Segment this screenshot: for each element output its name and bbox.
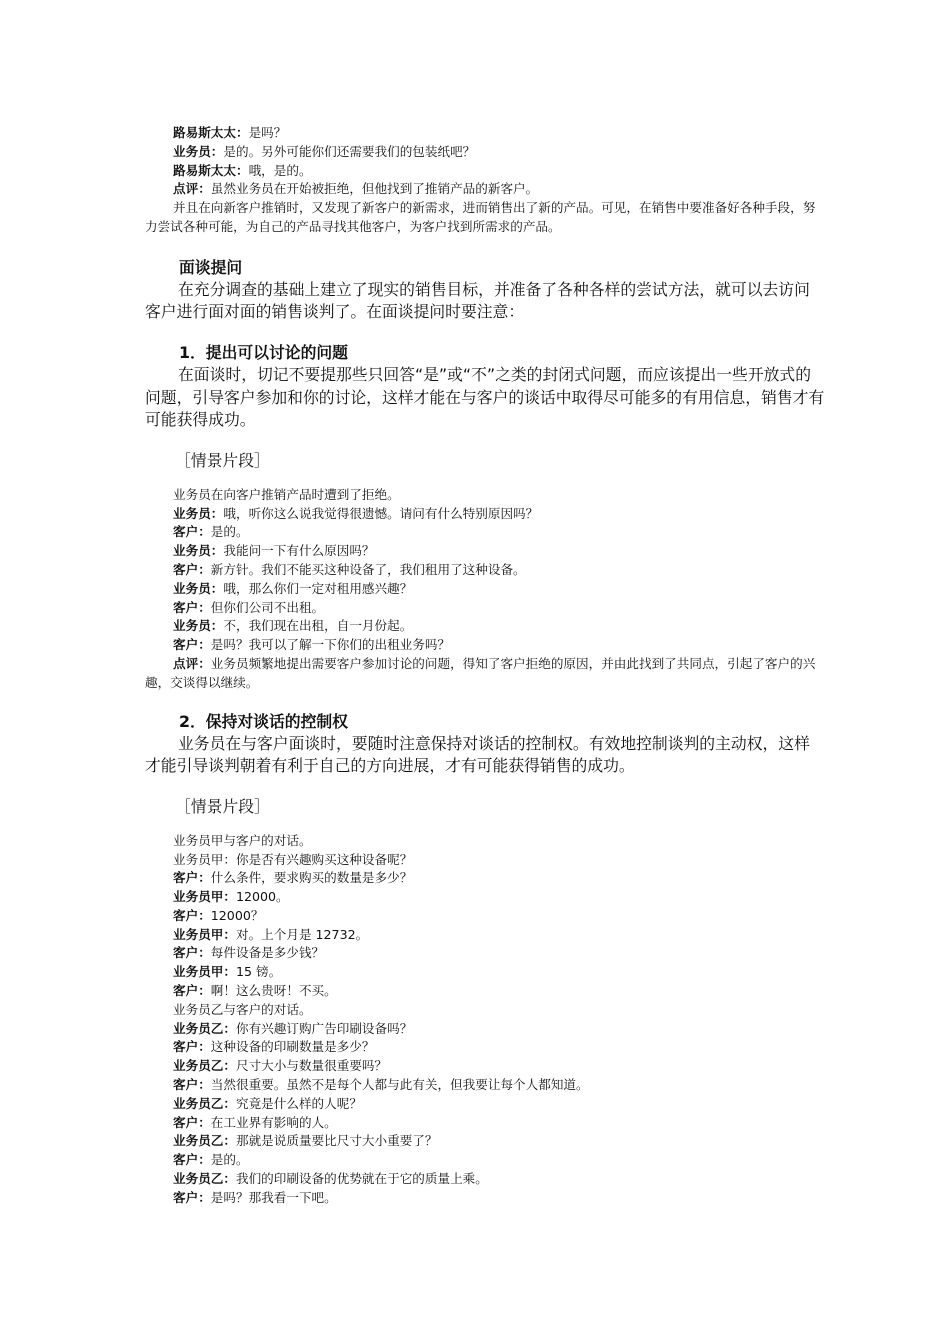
dialogue-separator: ： — [223, 1133, 236, 1149]
dialogue-line — [145, 832, 825, 851]
heading-interview: 面谈提问 — [179, 257, 243, 277]
dialogue-separator: ： — [198, 1077, 211, 1093]
dialogue-block-section-2 — [145, 832, 825, 1208]
dialogue-text: 尺寸大小与数量很重要吗？ — [235, 1058, 388, 1074]
section-1-title: 1．提出可以讨论的问题 — [179, 342, 348, 362]
dialogue-line — [145, 1095, 825, 1114]
dialogue-separator: ： — [223, 1171, 236, 1187]
dialogue-line — [145, 1189, 825, 1208]
dialogue-line — [145, 162, 825, 181]
scene-label-1: ［情景片段］ — [175, 450, 270, 470]
dialogue-speaker: 业务员甲 — [173, 926, 224, 942]
dialogue-separator: ： — [198, 983, 211, 999]
dialogue-separator: ： — [210, 580, 224, 596]
dialogue-line — [145, 617, 825, 636]
comment-separator: ： — [198, 655, 211, 671]
dialogue-line — [145, 963, 825, 982]
dialogue-separator: ： — [198, 599, 211, 615]
dialogue-line — [145, 561, 825, 580]
dialogue-text: 12000。 — [235, 889, 289, 905]
dialogue-separator: ： — [210, 543, 224, 559]
dialogue-line — [145, 926, 825, 945]
dialogue-line — [145, 982, 825, 1001]
dialogue-speaker: 业务员 — [173, 580, 211, 596]
dialogue-line — [145, 1038, 825, 1057]
dialogue-separator: ： — [198, 907, 211, 923]
dialogue-separator: ： — [198, 1114, 211, 1130]
dialogue-separator: ： — [235, 125, 249, 140]
dialogue-line — [145, 1001, 825, 1020]
dialogue-speaker: 业务员 — [173, 618, 211, 634]
dialogue-separator: ： — [235, 162, 249, 178]
dialogue-text: 是吗？ — [248, 125, 287, 140]
dialogue-text: 是吗？那我看一下吧。 — [210, 1189, 337, 1205]
dialogue-line — [145, 888, 825, 907]
dialogue-separator: ： — [198, 561, 211, 577]
dialogue-line — [145, 599, 825, 618]
dialogue-line — [145, 907, 825, 926]
dialogue-text: 哦，是的。 — [248, 162, 312, 178]
dialogue-line — [145, 180, 825, 199]
dialogue-line — [145, 542, 825, 561]
dialogue-speaker: 客户 — [173, 599, 199, 615]
dialogue-text: 业务员甲：你是否有兴趣购买这种设备呢？ — [173, 851, 413, 867]
section-1-paragraph: 在面谈时，切记不要提那些只回答“是”或“不”之类的封闭式问题，而应该提出一些开放式的问题，引导客户参加和你的讨论，这样才能在与客户的谈话中取得尽可能多的有用信息，销售才有可能获得成功。 — [145, 364, 825, 430]
dialogue-text: 虽然业务员在开始被拒绝，但他找到了推销产品的新客户。 — [210, 181, 539, 197]
dialogue-speaker: 客户 — [173, 983, 199, 999]
dialogue-speaker: 路易斯太太 — [173, 125, 236, 140]
dialogue-separator: ： — [223, 1058, 236, 1074]
dialogue-speaker: 客户 — [173, 1039, 199, 1055]
dialogue-text: 但你们公司不出租。 — [210, 599, 325, 615]
dialogue-separator: ： — [223, 1095, 236, 1111]
dialogue-speaker: 点评 — [173, 181, 199, 197]
dialogue-speaker: 客户 — [173, 561, 199, 577]
dialogue-separator: ： — [210, 505, 224, 521]
dialogue-separator: ： — [198, 1152, 211, 1168]
section-2-paragraph: 业务员在与客户面谈时，要随时注意保持对谈话的控制权。有效地控制谈判的主动权，这样才能引导谈判朝着有利于自己的方向进展，才有可能获得销售的成功。 — [145, 733, 810, 776]
dialogue-text: 业务员在向客户推销产品时遭到了拒绝。 — [173, 486, 400, 502]
dialogue-speaker: 业务员乙 — [173, 1171, 224, 1187]
dialogue-text: 是的。 — [210, 1152, 249, 1168]
dialogue-text: 业务员甲与客户的对话。 — [173, 832, 312, 848]
dialogue-speaker: 业务员乙 — [173, 1020, 224, 1036]
dialogue-separator: ： — [198, 524, 211, 540]
dialogue-text: 业务员乙与客户的对话。 — [173, 1001, 312, 1017]
dialogue-text: 那就是说质量要比尺寸大小重要了？ — [235, 1133, 438, 1149]
document-content — [145, 124, 825, 1208]
dialogue-speaker: 业务员乙 — [173, 1133, 224, 1149]
section-1-comment — [145, 655, 825, 693]
dialogue-text: 当然很重要。虽然不是每个人都与此有关，但我要让每个人都知道。 — [210, 1077, 589, 1093]
dialogue-separator: ： — [198, 1189, 211, 1205]
comment-continuation: 并且在向新客户推销时，又发现了新客户的新需求，进而销售出了新的产品。可见，在销售中要准备好各种手段，努力尝试各种可能，为自己的产品寻找其他客户，为客户找到所需求的产品。 — [145, 200, 816, 234]
dialogue-speaker: 客户 — [173, 1114, 199, 1130]
dialogue-speaker: 业务员乙 — [173, 1095, 224, 1111]
scene-label-2: ［情景片段］ — [175, 796, 270, 816]
dialogue-text: 是吗？我可以了解一下你们的出租业务吗？ — [210, 637, 451, 653]
dialogue-speaker: 客户 — [173, 1077, 199, 1093]
dialogue-line — [145, 580, 825, 599]
dialogue-speaker: 业务员 — [173, 543, 211, 559]
dialogue-text: 什么条件，要求购买的数量是多少？ — [210, 870, 413, 886]
dialogue-speaker: 客户 — [173, 945, 199, 961]
dialogue-separator: ： — [223, 1020, 236, 1036]
dialogue-text: 新方针。我们不能买这种设备了，我们租用了这种设备。 — [210, 561, 526, 577]
dialogue-text: 12000？ — [210, 907, 264, 923]
dialogue-speaker: 客户 — [173, 907, 199, 923]
comment-speaker: 点评 — [173, 655, 199, 671]
dialogue-line — [145, 505, 825, 524]
dialogue-line — [145, 636, 825, 655]
dialogue-speaker: 业务员甲 — [173, 889, 224, 905]
dialogue-line — [145, 486, 825, 505]
dialogue-separator: ： — [198, 637, 211, 653]
dialogue-speaker: 业务员 — [173, 505, 211, 521]
dialogue-line — [145, 143, 825, 162]
dialogue-separator: ： — [210, 618, 224, 634]
dialogue-text: 15 镑。 — [235, 964, 282, 980]
dialogue-speaker: 路易斯太太 — [173, 162, 236, 178]
dialogue-line — [145, 523, 825, 542]
dialogue-separator: ： — [223, 964, 236, 980]
dialogue-text: 你有兴趣订购广告印刷设备吗？ — [235, 1020, 413, 1036]
dialogue-text: 这种设备的印刷数量是多少？ — [210, 1039, 375, 1055]
dialogue-line — [145, 1076, 825, 1095]
dialogue-speaker: 业务员 — [173, 143, 211, 159]
dialogue-line — [145, 1132, 825, 1151]
dialogue-text: 我们的印刷设备的优势就在于它的质量上乘。 — [235, 1171, 488, 1187]
dialogue-text: 每件设备是多少钱？ — [210, 945, 325, 961]
dialogue-text: 究竟是什么样的人呢？ — [235, 1095, 362, 1111]
dialogue-separator: ： — [210, 143, 224, 159]
dialogue-line — [145, 851, 825, 870]
dialogue-text: 啊！这么贵呀！不买。 — [210, 983, 337, 999]
dialogue-text: 是的。 — [210, 524, 249, 540]
dialogue-speaker: 客户 — [173, 1152, 199, 1168]
dialogue-line — [145, 1170, 825, 1189]
dialogue-separator: ： — [198, 1039, 211, 1055]
dialogue-speaker: 业务员甲 — [173, 964, 224, 980]
dialogue-separator: ： — [223, 889, 236, 905]
dialogue-text: 不，我们现在出租，自一月份起。 — [223, 618, 413, 634]
dialogue-line — [145, 1151, 825, 1170]
dialogue-speaker: 客户 — [173, 637, 199, 653]
dialogue-speaker: 客户 — [173, 870, 199, 886]
dialogue-separator: ： — [198, 181, 211, 197]
dialogue-separator: ： — [223, 926, 236, 942]
dialogue-text: 我能问一下有什么原因吗？ — [223, 543, 375, 559]
dialogue-text: 对。上个月是 12732。 — [235, 926, 369, 942]
dialogue-line — [145, 944, 825, 963]
dialogue-text: 在工业界有影响的人。 — [210, 1114, 337, 1130]
dialogue-line — [145, 1114, 825, 1133]
section-2-title: 2．保持对谈话的控制权 — [179, 711, 348, 731]
dialogue-line — [145, 1020, 825, 1039]
intro-paragraph: 在充分调查的基础上建立了现实的销售目标，并准备了各种各样的尝试方法，就可以去访问客户进行面对面的销售谈判了。在面谈提问时要注意： — [145, 279, 810, 322]
dialogue-speaker: 客户 — [173, 524, 199, 540]
dialogue-line — [145, 869, 825, 888]
dialogue-text: 哦，那么你们一定对租用感兴趣？ — [223, 580, 413, 596]
dialogue-block-section-1 — [145, 486, 825, 655]
dialogue-separator: ： — [198, 945, 211, 961]
dialogue-separator: ： — [198, 870, 211, 886]
dialogue-line — [145, 124, 825, 143]
dialogue-text: 是的。另外可能你们还需要我们的包装纸吧？ — [223, 143, 476, 159]
dialogue-block-1 — [145, 124, 825, 199]
dialogue-text: 哦，听你这么说我觉得很遗憾。请问有什么特别原因吗？ — [223, 505, 539, 521]
comment-text: 业务员频繁地提出需要客户参加讨论的问题，得知了客户拒绝的原因，并由此找到了共同点，引起了客户的兴趣，交谈得以继续。 — [145, 655, 816, 690]
dialogue-speaker: 业务员乙 — [173, 1058, 224, 1074]
dialogue-line — [145, 1057, 825, 1076]
dialogue-speaker: 客户 — [173, 1189, 199, 1205]
